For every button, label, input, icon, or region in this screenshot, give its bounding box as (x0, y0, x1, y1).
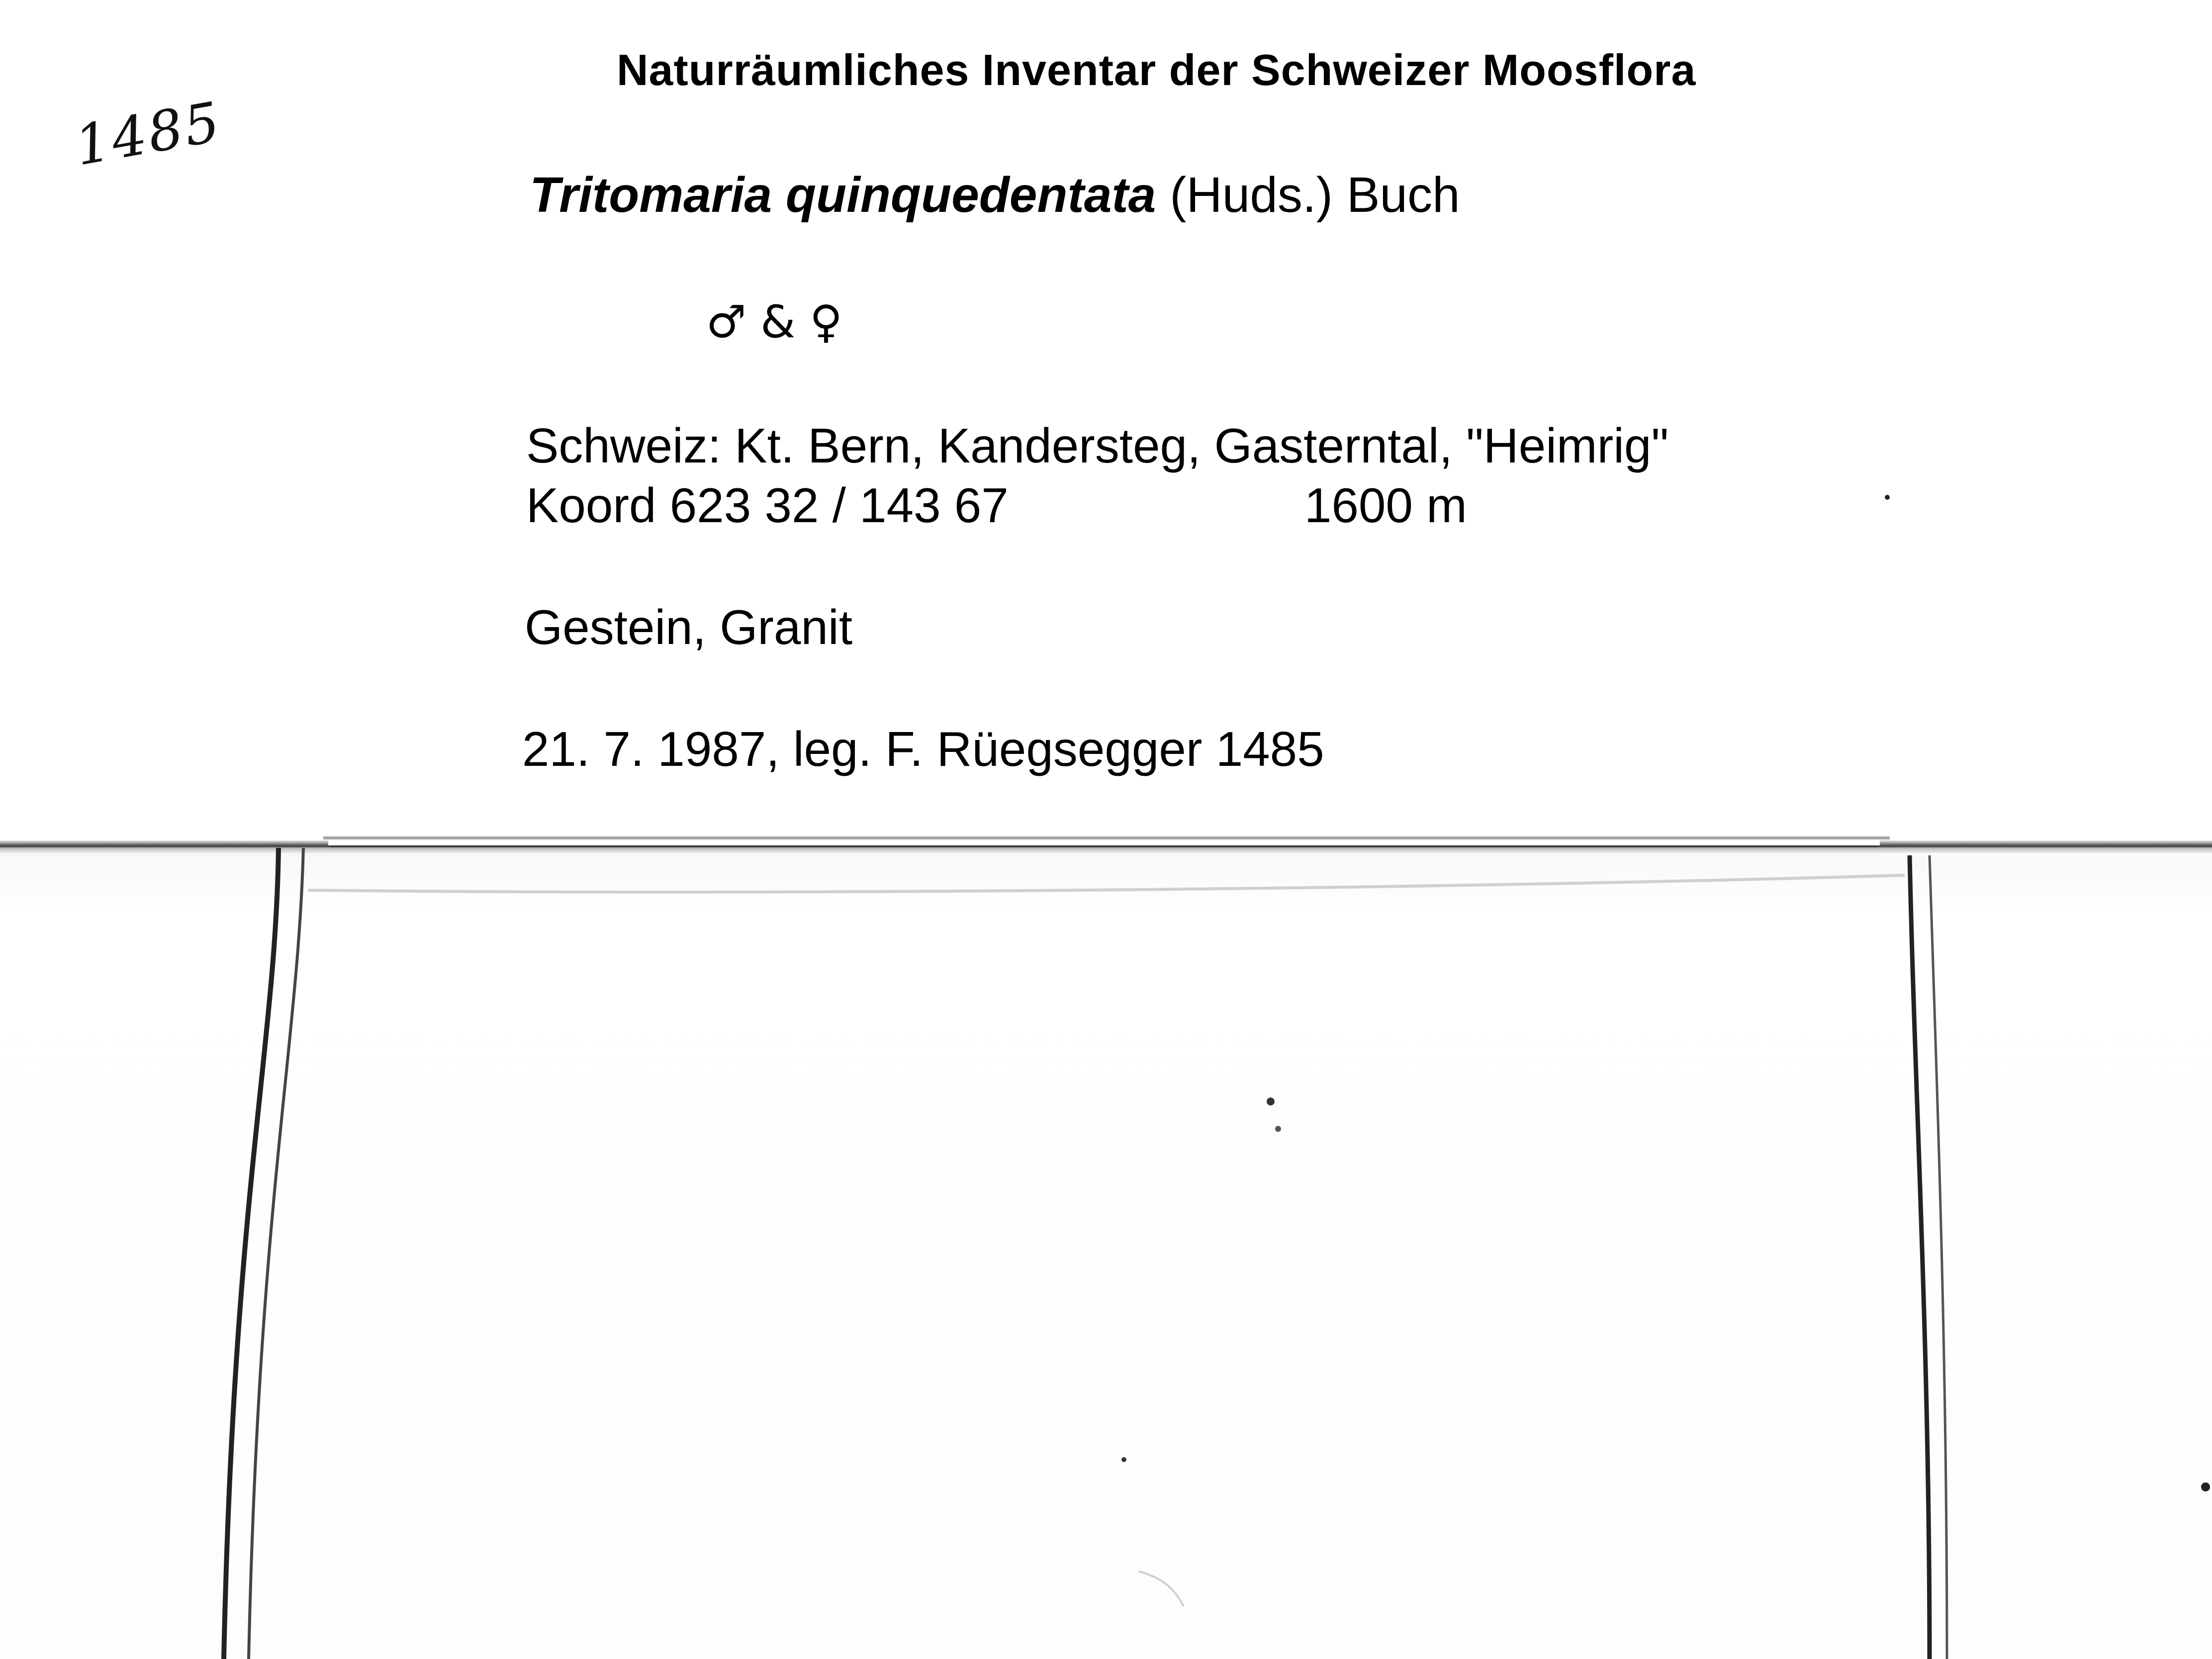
speck (1885, 495, 1890, 500)
collection-info: 21. 7. 1987, leg. F. Rüegsegger 1485 (522, 722, 1324, 776)
crease (1139, 1571, 1184, 1606)
altitude: 1600 m (1304, 478, 1467, 533)
locality: Schweiz: Kt. Bern, Kandersteg, Gasterntal, "Heimrig" (526, 418, 1669, 473)
substrate: Gestein, Granit (525, 600, 853, 654)
speck (2201, 1482, 2210, 1491)
taxon-author: (Huds.) Buch (1170, 167, 1460, 223)
speck (1121, 1457, 1126, 1462)
label-header: Naturräumliches Inventar der Schweizer Moosflora (617, 45, 1696, 94)
speck (1275, 1126, 1281, 1132)
left-strap-edge (249, 848, 303, 1659)
coordinates-line (526, 477, 1467, 534)
label-edge (323, 835, 1890, 840)
taxon-line (530, 167, 1460, 224)
taxon-name: Tritomaria quinquedentata (530, 167, 1156, 223)
handwritten-number: 1485 (70, 90, 226, 178)
coordinates: Koord 623 32 / 143 67 (526, 478, 1009, 533)
sex-indicator: ♂ & ♀ (706, 296, 842, 348)
right-strap (1910, 855, 1930, 1659)
inner-fold (308, 875, 1905, 892)
right-strap-edge (1930, 855, 1947, 1659)
speck (1267, 1098, 1275, 1106)
